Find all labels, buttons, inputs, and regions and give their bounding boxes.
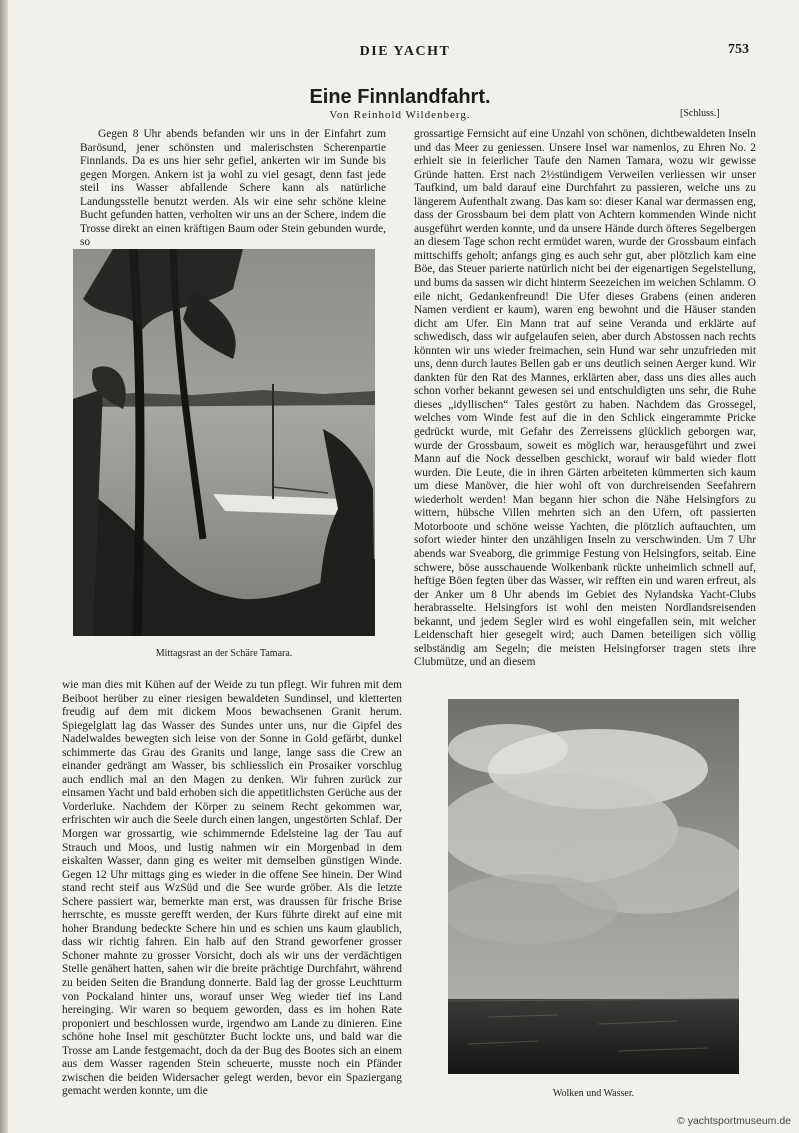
page-gutter [0,0,8,1133]
column-1-bottom-text [62,679,402,1099]
photo-clouds-and-water [448,699,739,1074]
article-byline: Von Reinhold Wildenberg. [329,109,471,121]
watermark: © yachtsportmuseum.de [677,1115,791,1127]
continuation-note: [Schluss.] [680,108,720,119]
photo-clouds-illustration [448,699,739,1074]
photo-yacht-illustration [73,249,375,636]
paragraph: grossartige Fernsicht auf eine Unzahl von schönen, dichtbewaldeten Inseln und das Meer zu geniessen. Unsere Insel war namenlos, zu Ehren No. 2 erhielt sie in feierlicher Taufe den Namen Tamara, wozu wir gewisse Gründe hatten. Erst nach 2½stündigem Verweilen verliessen wir unser Taufkind, um bald darauf eine Durchfahrt zu passieren, welche uns zu längerem Aufenthalt zwang. Das kam so: dieser Kanal war dermassen eng, dass der Grossbaum bei dem platt von Achtern kommenden Winde nicht ausgeführt werden konnte, und da unsere Hände durch öfteres Segelbergen an diesem Tage schon recht ermüdet waren, wurde der Grossbaum einfach mittschiffs geholt; anfangs ging es auch sehr gut, aber plötzlich kam eine Böe, das Steuer parierte natürlich nicht bei der eigenartigen Segelstellung, und bums da sassen wir dicht hinterm Seezeichen im weichen Schlamm. O eile nicht, Gedankenfreund! Die Ufer dieses Grabens (einen anderen Namen verdient er kaum), waren eng bewohnt und die Häuser standen dicht am Ufer. Ein Mann trat auf seine Veranda und erklärte auf schwedisch, dass wir aufgelaufen seien, aber durch Abstossen nach rechts könnten wir uns wieder freimachen, sein Hund war sehr unzufrieden mit uns, denn durch lautes Bellen gab er uns deutlich seinen Aerger kund. Wir dankten für den Rat des Mannes, erklärten aber, dass uns dies alles auch schon vorher bekannt gewesen sei und entschuldigten uns sehr, die Ruhe dieses „idyllischen“ Tales gestört zu haben. Nachdem das Grossegel, welches vom Winde fest auf die in den Schlick eingerammte Pricke gedrückt wurde, mit Gefahr des Zerreissens glücklich geborgen war, wurde der Grossbaum, soweit es möglich war, herausgeführt und zwei Mann auf die Nock desselben geschickt, worauf wir bald wieder flott wurden. Die Leute, die in ihren Gärten arbeiteten kümmerten sich kaum um diese Manöver, die hier wohl oft von durchreisenden Seefahrern wiederholt werden! Man begann hier schon die Nähe Helsingfors zu wittern, hübsche Villen mehrten sich an den Ufern, oft passierten Motorboote und schöne weisse Yachten, die plötzlich auftauchten, um sofort wieder hinter den unzähligen Inseln zu verschwinden. Um 7 Uhr abends war Sveaborg, die grimmige Festung von Helsingfors, seitab. Eine schwere, böse ausschauende Wolkenbank rückte unheimlich schnell auf, heftige Böen fegten über das Wasser, wir refften ein und waren erfreut, als der Anker um 8 Uhr abends im Gebiet des Nylandska Yacht-Clubs herabrasselte. Helsingfors ist wohl den meisten Nordlandsreisenden bekannt, und jedem Segler wird es wohl eingefallen sein, mit welcher Leidenschaft hier gesegelt wird; auch Damen beteiligen sich völlig selbständig am Segeln; die meisten Helsingforser tragen stets ihre Clubmütze, und an diesem [414,128,756,669]
figure-2-caption: Wolken und Wasser. [552,1088,635,1099]
journal-title: DIE YACHT [359,44,451,59]
paragraph: wie man dies mit Kühen auf der Weide zu tun pflegt. Wir fuhren mit dem Beiboot herüber zu einer riesigen bewaldeten Sundinsel, und kletterten freudig auf dem mit dickem Moos bewachsenen Granit herum. Spiegelglatt lag das Wasser des Sundes unter uns, nur die Gipfel des Nadelwaldes bewegten sich leise von der Sonne in Gold gefärbt, dunkel schimmerte das Grau des Granits und lange, lange sass die Crew an einander gedrängt am Wasser, bis schliesslich ein Prosaiker vorschlug auch endlich mal an den Magen zu denken. Wir fuhren zurück zur einsamen Yacht und bald erhoben sich die appetitlichsten Gerüche aus der Vorderluke. Nachdem der Körper zu seinem Recht gekommen war, erfrischten wir auch die Seele durch einen langen, ungestörten Schlaf. Der Morgen war grossartig, wie schimmernde Edelsteine lag der Tau auf Strauch und Moos, und lustig nahmen wir ein Morgenbad in dem eiskalten Wasser, dann ging es weiter mit demselben günstigen Winde. Gegen 12 Uhr mittags ging es wieder in die offene See hinein. Der Wind stand recht steif aus WzSüd und die See wurde gröber. Als die letzte Schere passiert war, bemerkte man erst, was draussen für frische Brise herrschte, es musste gerefft werden, der Kurs führte direkt auf eine mit hoher Brandung bedeckte Schere hin und es schien uns kaum glaublich, dass wir richtig fahren. Ein halb auf den Strand geworfener grosser Schoner mahnte zu grosser Vorsicht, doch als wir uns der verdächtigen Stelle genähert hatten, sahen wir die breite prächtige Durchfahrt, während zu beiden Seiten die Brandung donnerte. Bald lag der grosse Leuchtturm von Pockaland hinter uns, worauf unser Weg wieder tief ins Land hereinging. Wir waren so bequem geworden, dass es im hohen Rate proponiert und beschlossen wurde, irgendwo am Lande zu dinieren. Eine schöne hohe Insel mit geschützter Bucht lockte uns, und bald war die Trosse am Lande festgemacht, doch da der Bug des Bootes sich an einem aus dem Wasser ragenden Stein scheuerte, musste noch ein Pfänder zwischen die beiden Widersacher gelegt werden, bevor ein Spaziergang gemacht werden konnte, um die [62,679,402,1098]
paragraph: Gegen 8 Uhr abends befanden wir uns in der Einfahrt zum Barösund, jener schönsten und malerischsten Scherenpartie Finnlands. Da es uns hier sehr gefiel, ankerten wir im Sunde bis gegen Morgen. Ankern ist ja wohl zu viel gesagt, denn fast jede steil ins Wasser abfallende Schere kann als natürliche Landungsstelle benutzt werden. Als wir eine sehr schöne kleine Bucht gefunden hatten, verholten wir uns an der Schere, indem die Trosse direkt an einen kräftigen Baum oder Stein gebunden wurde, so [80,128,386,249]
figure-1-caption: Mittagsrast an der Schäre Tamara. [155,648,293,659]
page-number: 753 [728,42,749,57]
article-title: Eine Finnlandfahrt. [309,86,491,108]
column-2-text [414,128,756,670]
column-1-top-text [80,128,386,250]
photo-yacht-at-schaere [73,249,375,636]
